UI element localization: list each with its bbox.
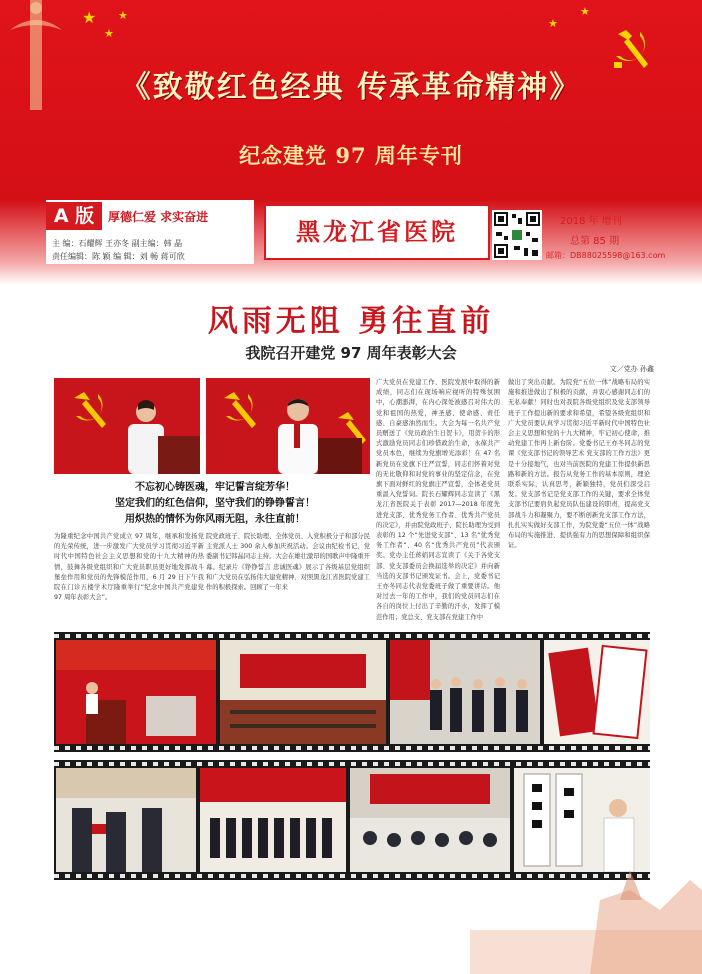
photo-oath-taking — [390, 640, 540, 744]
photo-award-handover — [56, 768, 196, 872]
article-column-middle: 广大党员在党建工作、医院发展中取得的新成绩，同志们在现场响应视听的特殊氛围中，心潮澎湃，在内心深处被感召对伟大的党和祖国的热爱，神圣感、使命感、责任感、自豪感油然而生。大会为每一名共产党员赠送了《党员政治生日贺卡》，用贺卡的形式激励党员同志们珍惜政治生命，永葆共产党员本色，继续为党旗增光添彩！在 47 名新党员在党旗下庄严宣誓，同志们怀着对党的无比敬仰和对党的事业的坚定信念，在党旗下面对鲜红的党旗庄严宣誓，全体老党员重温入党誓词。院长石耀辉同志宣读了《黑龙江省医院关于表彰 2017—2018 年度先进党支部、优秀党务工作者、优秀共产党员的决定》，并由院党政班子、院长助理为受到表彰的 12 个“先进党支部”、13 名“优秀党务工作者”、40 名“优秀共产党员”代表颁奖。党办主任蒋娟同志宣读了《关于各党支部、党支部委员会换届选举的决定》并向新当选的支部书记颁发证书。会上，党委书记王亦冬同志代表党委班子做了重要讲话。他对过去一年的工作中，我们的党员同志们在各自的岗位上付出了辛勤的汗水，发挥了模范作用；党总支、党支部在党建工作中 — [376, 379, 500, 621]
issue-number: 总第 85 期 — [570, 236, 620, 247]
article-subheadline: 我院召开建党 97 周年表彰大会 — [245, 344, 457, 362]
star-icon: ★ — [548, 17, 558, 30]
edition-info-box — [46, 200, 254, 264]
star-icon: ★ — [580, 5, 590, 18]
film-sprocket — [54, 746, 650, 750]
photo-award-stage — [56, 640, 216, 744]
article-headline: 风雨无阻 勇往直前 — [207, 304, 495, 339]
photo-calligraphy — [514, 768, 650, 872]
monument-decoration — [470, 860, 702, 974]
qr-code-icon — [492, 210, 542, 260]
article-column-left-b: 院党政班子、院长助理、全体党员、入党积极分子和部分民主党派人士 300 余人参加庆祝活动。会议由纪检书记、党委副书记韩晶同志主持。大会在雄壮激昂的国歌声中隆重开幕。纪录片《铮铮誓言 忠诚医魂》展示了各级基层党组织和广大党员在弘扬伟大建党精神、对照黑龙江省医院党建工作的积极探索。回顾了一年来 — [206, 533, 370, 592]
special-issue-subtitle: 纪念建党 97 周年专刊 — [239, 143, 463, 168]
edition-label: A 版 — [46, 202, 102, 230]
star-icon: ★ — [82, 8, 97, 27]
masthead — [0, 0, 702, 285]
photo-caption-line: 用炽热的情怀为你风雨无阻，永往直前！ — [125, 514, 305, 525]
article-byline: 文／党办 孙鑫 — [609, 365, 654, 373]
editor-credits: 责任编辑：陈 颖 编 辑：刘 畅 蒋可欣 — [52, 252, 185, 261]
photo-audience — [350, 768, 510, 872]
special-issue-title: 《致敬红色经典 传承革命精神》 — [120, 70, 582, 105]
photo-male-speaker — [206, 378, 370, 474]
photo-exhibition-board — [544, 640, 650, 744]
photo-group-photo — [200, 768, 346, 872]
photo-female-speaker — [54, 378, 200, 474]
photo-meeting-hall — [220, 640, 386, 744]
photo-caption-line: 坚定我们的红色信仰，坚守我们的铮铮誓言！ — [115, 498, 315, 509]
newspaper-logo-text: 黑龙江省医院 — [296, 217, 458, 246]
editor-credits: 主 编：石耀辉 王亦冬 副主编：韩 晶 — [52, 239, 183, 248]
film-sprocket — [54, 634, 650, 638]
star-icon: ★ — [118, 9, 128, 22]
photo-caption-line: 不忘初心铸医魂，牢记誓言绽芳华！ — [135, 482, 295, 493]
newspaper-logo — [264, 204, 490, 260]
photo-strip-top — [54, 632, 650, 752]
article-column-left-a: 为隆重纪念中国共产党成立 97 周年，继承和发扬党的光荣传统，进一步激发广大党员学习贯彻习近平新时代中国特色社会主义思想和党的十九大精神的热情，鼓舞各级党组织和广大党员职员更好地发挥战斗堡垒作用和党员的先锋模范作用，6 月 29 日下午我院在门诊五楼学术厅隆重举行“纪念中国共产党建党 97 周年表彰大会”。 — [54, 533, 204, 602]
film-sprocket — [54, 762, 650, 766]
issue-year: 2018 年 增刊 — [560, 216, 622, 227]
star-icon: ★ — [104, 27, 114, 40]
hospital-motto: 厚德仁爱 求实奋进 — [108, 210, 209, 224]
issue-email: 邮箱：DB88025598@163.com — [546, 251, 666, 260]
article-column-right: 做出了突出贡献。为院党“五位一体”战略布局的实施和推进做出了积极的贡献，并衷心感谢同志们的无私奉献！同时也对我院各级党组织及党支部领导班子工作提出新的要求和希望，希望各级党组织和广大党员要认真学习贯彻习近平新时代中国特色社会主义思想和党的十九大精神，牢记初心使命，推动党建工作再上新台阶。党委书记王亦冬同志的党课《党支部书记的领导艺术 党支部的工作方法》更是十分接地气，也对当前医院的党建工作提供新思路和新的方法。报告从党务工作的基本原则，理论联系实际，认真思考，新颖独特，党员们深受启发。党支部书记是党支部工作的关键，要求全体党支部书记要肩负起党员队伍建设的职责，提高党支部战斗力和凝聚力，要不断创新党支部工作方法，扎扎实实做好支部工作，为院党委“五位一体”战略布局的实施推进、提供强有力的思想保障和组织保证。 — [508, 379, 650, 550]
